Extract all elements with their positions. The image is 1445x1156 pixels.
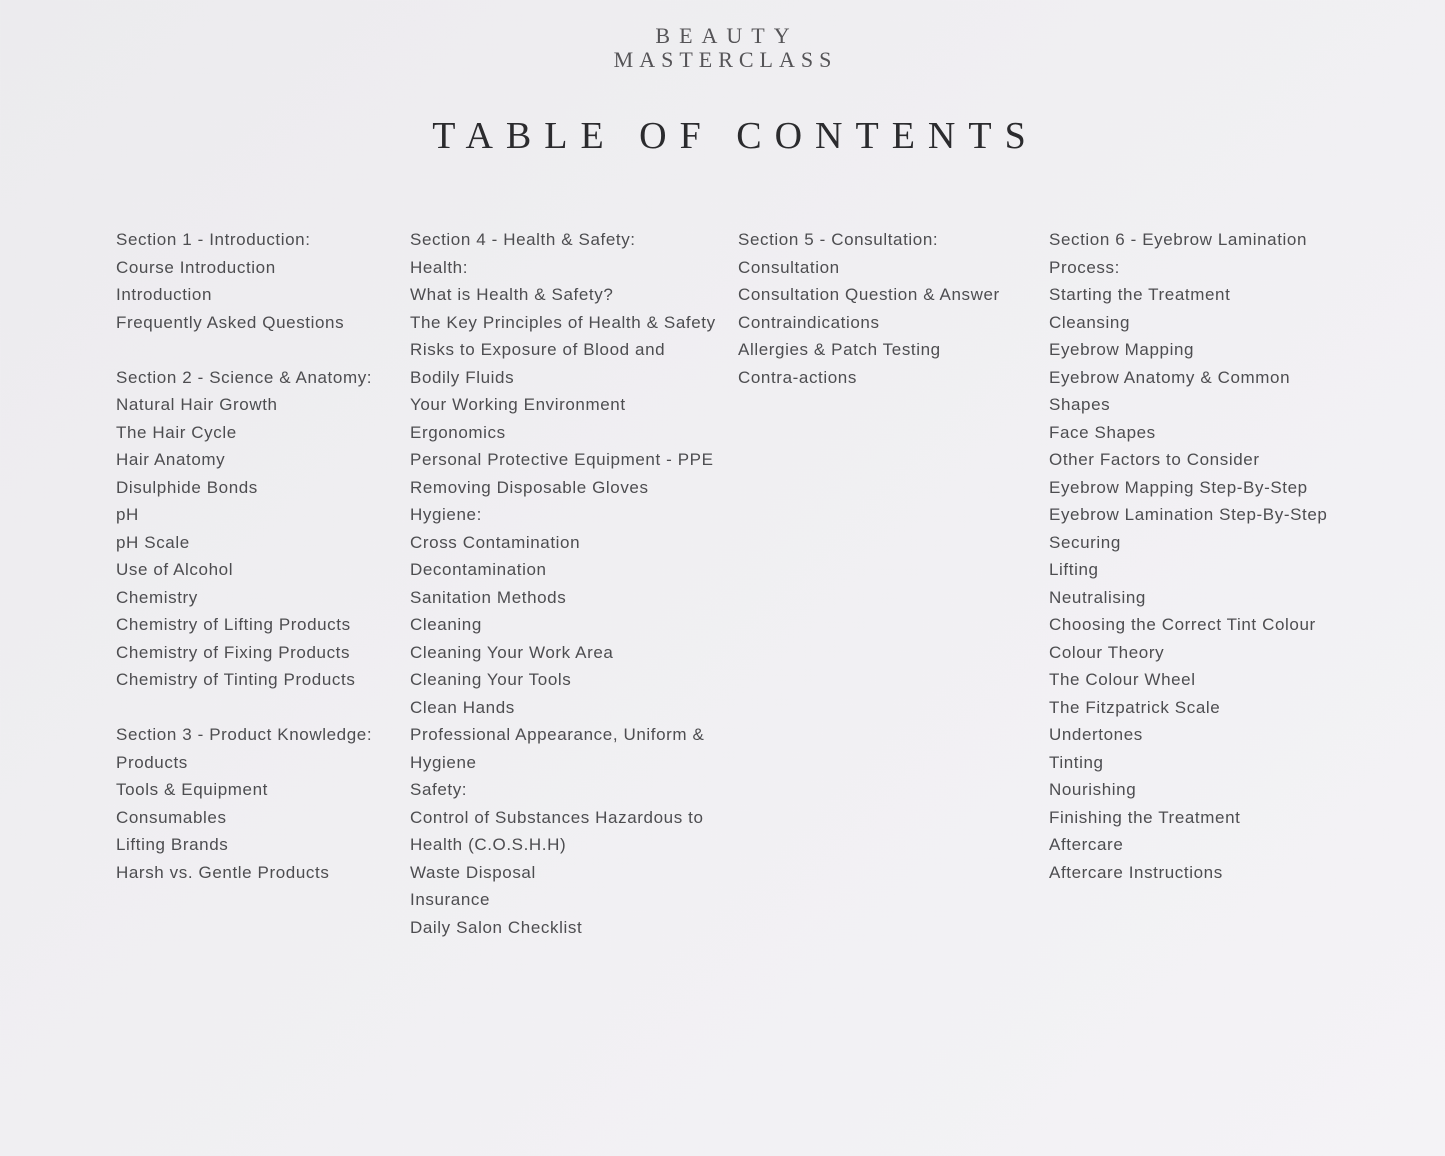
toc-entry: Chemistry of Fixing Products <box>116 642 351 662</box>
toc-entry: Daily Salon Checklist <box>410 917 583 937</box>
toc-entry: The Fitzpatrick Scale <box>1049 697 1221 717</box>
toc-entry: Eyebrow Mapping <box>1049 340 1195 359</box>
toc-entry: Other Factors to Consider <box>1049 450 1260 469</box>
toc-entry: What is Health & Safety? <box>410 285 614 304</box>
toc-entry: Insurance <box>410 890 491 909</box>
brand-line-masterclass: MASTERCLASS <box>613 47 838 72</box>
toc-entry: Disulphide Bonds <box>116 477 258 497</box>
toc-entry: Chemistry <box>116 587 198 607</box>
toc-entry: Eyebrow Lamination Step-By-Step <box>1049 505 1328 524</box>
toc-entry: Course Introduction <box>116 257 276 277</box>
toc-column-1 <box>116 226 372 886</box>
toc-entry: Frequently Asked Questions <box>116 312 345 332</box>
toc-entry: Personal Protective Equipment - PPE <box>410 450 714 469</box>
toc-entry: Hygiene <box>410 752 477 772</box>
toc-column-2 <box>410 226 716 941</box>
toc-entry: Professional Appearance, Uniform & <box>410 725 705 744</box>
toc-column-3 <box>738 226 1000 391</box>
toc-entry: Undertones <box>1049 725 1143 744</box>
toc-entry: Hair Anatomy <box>116 450 226 469</box>
toc-entry: pH Scale <box>116 532 190 552</box>
toc-entry: Starting the Treatment <box>1049 285 1231 304</box>
toc-entry: Cleansing <box>1049 312 1131 332</box>
toc-entry: Harsh vs. Gentle Products <box>116 862 330 882</box>
toc-entry: Consultation Question & Answer <box>738 285 1000 304</box>
toc-entry: Colour Theory <box>1049 642 1165 662</box>
toc-entry: Sanitation Methods <box>410 587 567 607</box>
toc-entry: Removing Disposable Gloves <box>410 477 649 497</box>
toc-entry: Natural Hair Growth <box>116 395 278 414</box>
toc-entry: The Key Principles of Health & Safety <box>410 312 716 332</box>
toc-entry: Risks to Exposure of Blood and <box>410 340 666 359</box>
toc-entry: Waste Disposal <box>410 862 536 882</box>
toc-entry: Chemistry of Lifting Products <box>116 615 351 634</box>
toc-entry: Contraindications <box>738 312 880 332</box>
toc-entry: Introduction <box>116 285 213 304</box>
toc-entry: Your Working Environment <box>410 395 626 414</box>
toc-entry: Cleaning Your Tools <box>410 670 572 689</box>
section-spacer <box>116 336 372 364</box>
brand-line-beauty: BEAUTY <box>655 23 799 48</box>
toc-entry: Consultation <box>738 257 840 277</box>
toc-entry: Chemistry of Tinting Products <box>116 670 356 689</box>
toc-section-heading: Section 2 - Science & Anatomy: <box>116 367 373 387</box>
toc-entry: Use of Alcohol <box>116 560 234 579</box>
toc-entry: The Colour Wheel <box>1049 670 1196 689</box>
toc-entry: Allergies & Patch Testing <box>738 340 941 359</box>
toc-entry: Aftercare Instructions <box>1049 862 1223 882</box>
toc-section-heading: Section 6 - Eyebrow Lamination <box>1049 230 1308 249</box>
toc-entry: The Hair Cycle <box>116 422 237 442</box>
toc-entry: Face Shapes <box>1049 422 1156 442</box>
toc-entry: Lifting <box>1049 560 1099 579</box>
toc-entry: Process: <box>1049 257 1120 277</box>
toc-entry: Decontamination <box>410 560 547 579</box>
toc-entry: Safety: <box>410 780 468 799</box>
toc-entry: Hygiene: <box>410 505 482 524</box>
toc-entry: Eyebrow Anatomy & Common <box>1049 367 1291 387</box>
toc-entry: Products <box>116 752 188 772</box>
toc-entry: Eyebrow Mapping Step-By-Step <box>1049 477 1308 497</box>
toc-entry: Securing <box>1049 532 1121 552</box>
toc-entry: Tools & Equipment <box>116 780 268 799</box>
toc-entry: Finishing the Treatment <box>1049 807 1241 827</box>
toc-entry: Contra-actions <box>738 367 857 387</box>
toc-entry: Neutralising <box>1049 587 1146 607</box>
toc-entry: Cross Contamination <box>410 532 581 552</box>
toc-entry: Lifting Brands <box>116 835 229 854</box>
page-title: TABLE OF CONTENTS <box>432 115 1039 157</box>
brand-logo <box>0 24 1445 72</box>
toc-entry: Ergonomics <box>410 422 506 442</box>
toc-entry: Consumables <box>116 807 227 827</box>
toc-entry: Health: <box>410 257 469 277</box>
toc-section-heading: Section 3 - Product Knowledge: <box>116 725 373 744</box>
toc-entry: Nourishing <box>1049 780 1137 799</box>
toc-entry: Shapes <box>1049 395 1111 414</box>
toc-column-4 <box>1049 226 1327 886</box>
toc-entry: Choosing the Correct Tint Colour <box>1049 615 1316 634</box>
toc-entry: Aftercare <box>1049 835 1124 854</box>
toc-section-heading: Section 5 - Consultation: <box>738 230 939 249</box>
toc-entry: Control of Substances Hazardous to <box>410 807 704 827</box>
toc-entry: Cleaning <box>410 615 482 634</box>
toc-entry: Bodily Fluids <box>410 367 515 387</box>
toc-entry: pH <box>116 505 139 524</box>
toc-section-heading: Section 1 - Introduction: <box>116 230 311 249</box>
toc-entry: Clean Hands <box>410 697 515 717</box>
section-spacer <box>116 694 372 722</box>
toc-entry: Tinting <box>1049 752 1104 772</box>
toc-section-heading: Section 4 - Health & Safety: <box>410 230 636 249</box>
toc-entry: Health (C.O.S.H.H) <box>410 835 567 854</box>
toc-entry: Cleaning Your Work Area <box>410 642 614 662</box>
